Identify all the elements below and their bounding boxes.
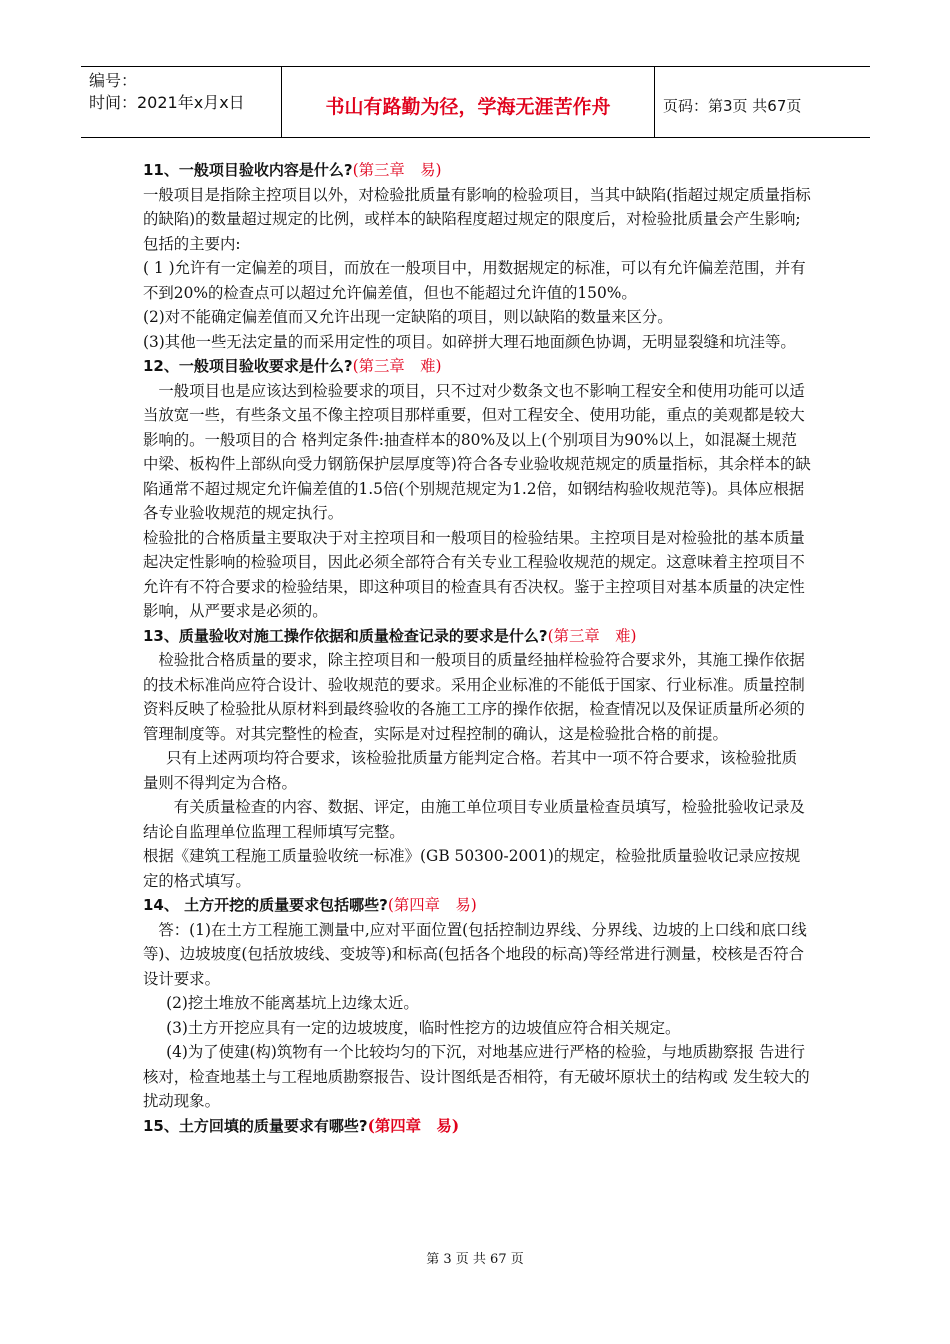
paragraph: (2)对不能确定偏差值而又允许出现一定缺陷的项目，则以缺陷的数量来区分。: [143, 308, 673, 326]
chapter-difficulty-tag: (第三章 难): [547, 626, 637, 645]
question-title: 12、一般项目验收要求是什么?: [143, 357, 353, 375]
header-table: [81, 66, 870, 138]
paragraph: ( 1 )允许有一定偏差的项目，而放在一般项目中，用数据规定的标准，可以有允许偏差范围，并有不到20%的检查点可以超过允许偏差值，但也不能超过允许值的150%。: [143, 259, 806, 302]
chapter-difficulty-tag: (第四章 易): [387, 896, 477, 914]
question-heading: [143, 1114, 811, 1139]
paragraph: (2)挖土堆放不能离基坑上边缘太近。: [166, 994, 419, 1012]
paragraph: 检验批合格质量的要求，除主控项目和一般项目的质量经抽样检验符合要求外，其施工操作依据的技术标准尚应符合设计、验收规范的要求。采用企业标准的不能低于国家、行业标准。质量控制资料反映了检验批从原材料到最终验收的各施工工序的操作依据，检查情况以及保证质量所必须的管理制度等。对其完整性的检查，实际是对过程控制的确认，这是检验批合格的前提。: [143, 651, 805, 743]
paragraph: (3)其他一些无法定量的而采用定性的项目。如碎拼大理石地面颜色协调，无明显裂缝和坑洼等。: [143, 332, 796, 351]
chapter-difficulty-tag: (第三章 易): [352, 161, 442, 179]
time-label: 时间：2021年x月x日: [89, 93, 245, 112]
document-body: [143, 158, 811, 1138]
header-page-info: 页码：第3页 共67页: [663, 96, 802, 115]
question-heading: [143, 354, 811, 379]
paragraph: 只有上述两项均符合要求，该检验批质量方能判定合格。若其中一项不符合要求，该检验批质量则不得判定为合格。: [143, 749, 798, 792]
question-title: 15、土方回填的质量要求有哪些?: [143, 1116, 368, 1135]
header-motto: 书山有路勤为径，学海无涯苦作舟: [282, 67, 655, 137]
paragraph: 答：(1)在土方工程施工测量中,应对平面位置(包括控制边界线、分界线、边坡的上口线和底口线等)、边坡坡度(包括放坡线、变坡等)和标高(包括各个地段的标高)等经常进行测量，校核是否符合设计要求。: [143, 920, 807, 988]
question-heading: [143, 624, 811, 649]
paragraph: (3)土方开挖应具有一定的边坡坡度，临时性挖方的边坡值应符合相关规定。: [166, 1018, 681, 1037]
chapter-difficulty-tag: (第四章 易): [367, 1116, 460, 1135]
paragraph: 有关质量检查的内容、数据、评定，由施工单位项目专业质量检查员填写，检验批验收记录及结论自监理单位监理工程师填写完整。: [143, 798, 805, 841]
chapter-difficulty-tag: (第三章 难): [352, 357, 442, 375]
question-title: 14、 土方开挖的质量要求包括哪些?: [143, 896, 388, 914]
header-left-cell: [81, 67, 282, 137]
question-title: 11、一般项目验收内容是什么?: [143, 161, 353, 179]
question-title: 13、质量验收对施工操作依据和质量检查记录的要求是什么?: [143, 626, 548, 645]
paragraph: 根据《建筑工程施工质量验收统一标准》(GB 50300-2001)的规定，检验批质量验收记录应按规定的格式填写。: [143, 847, 801, 890]
number-label: 编号：: [89, 71, 138, 90]
question-heading: [143, 158, 811, 183]
question-heading: [143, 893, 811, 918]
paragraph: (4)为了使建(构)筑物有一个比较均匀的下沉，对地基应进行严格的检验，与地质勘察报 告进行核对，检查地基土与工程地质勘察报告、设计图纸是否相符，有无破坏原状土的结构或 发生较大的扰动现象。: [143, 1043, 810, 1110]
paragraph: 一般项目是指除主控项目以外，对检验批质量有影响的检验项目，当其中缺陷(指超过规定质量指标的缺陷)的数量超过规定的比例，或样本的缺陷程度超过规定的限度后，对检验批质量会产生影响;包括的主要内:: [143, 185, 811, 253]
paragraph: 检验批的合格质量主要取决于对主控项目和一般项目的检验结果。主控项目是对检验批的基本质量起决定性影响的检验项目，因此必须全部符合有关专业工程验收规范的规定。这意味着主控项目不允许有不符合要求的检验结果，即这种项目的检查具有否决权。鉴于主控项目对基本质量的决定性影响，从严要求是必须的。: [143, 528, 805, 620]
page-footer: 第 3 页 共 67 页: [426, 1252, 524, 1267]
paragraph: 一般项目也是应该达到检验要求的项目，只不过对少数条文也不影响工程安全和使用功能可以适当放宽一些，有些条文虽不像主控项目那样重要，但对工程安全、使用功能，重点的美观都是较大影响的。一般项目的合 格判定条件:抽查样本的80%及以上(个别项目为90%以上，如混凝土规范中梁、板构件上部纵向受力钢筋保护层厚度等)符合各专业验收规范规定的质量指标，其余样本的缺陷通常不超过规定允许偏差值的1.5倍(个别规范规定为1.2倍，如钢结构验收规范等)。具体应根据各专业验收规范的规定执行。: [143, 381, 811, 522]
